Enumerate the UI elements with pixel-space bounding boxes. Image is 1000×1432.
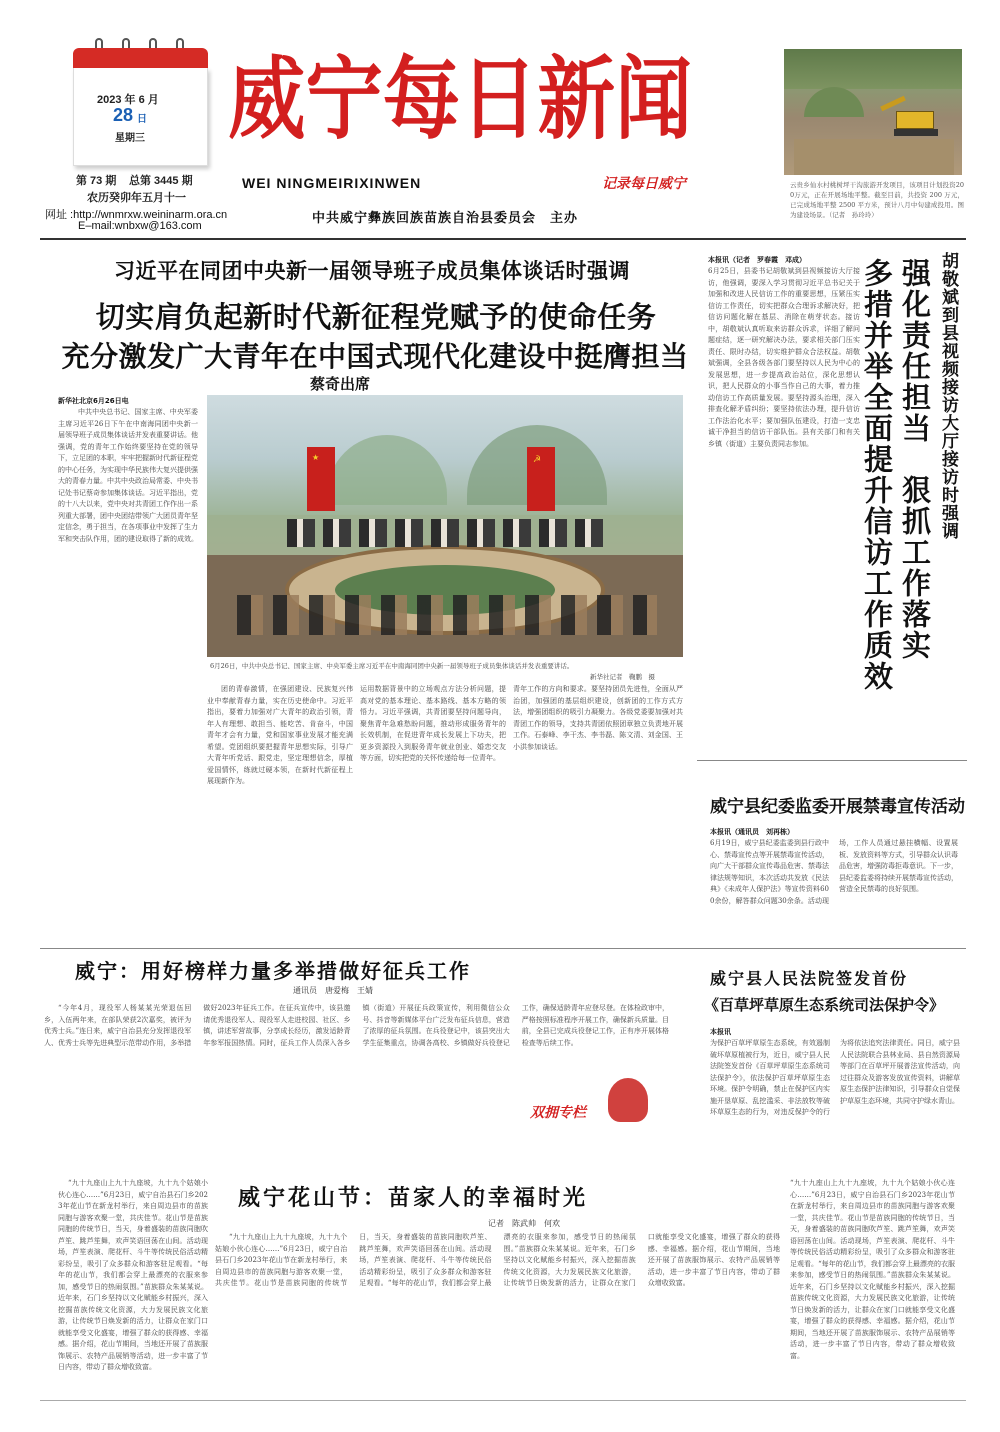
calendar-widget — [73, 38, 208, 166]
lead-column-2: 团的青春激情，在强团建设、民族复兴伟业中奉献青春力量，实在历史使命中。习近平指出，要着力加强对广大青年的政治引领，青年人有理想、敢担当、能吃苦、肯奋斗，中国青年才会有力量，党和国家事业发展才能充满希望。党团组织要把握青年思想实际，引导广大青年听党话、跟党走，坚定理想信念，厚植爱国情怀，练就过硬本领，在新时代新征程上展现新作为。 — [207, 685, 353, 785]
soldier-icon — [608, 1078, 648, 1122]
lead-column-3: 运用数据背景中的立场观点方法分析问题，提高对党的基本理论、基本路线、基本方略的领悟力。习近平强调，共青团要坚持问题导向，聚焦青年急难愁盼问题，推动形成服务青年的长效机制，在促进青年成长发展上下功夫，把更多资源投入到服务青年就业创业、婚恋交友等方面，切实把党的关怀传递给每一位青年。 — [360, 685, 506, 762]
newspaper-slogan: 记录每日威宁 — [602, 176, 686, 192]
court-headline-2: 《百草坪草原生态系统司法保护令》 — [704, 996, 945, 1014]
recruit-byline: 通讯员 唐爱梅 王婧 — [293, 986, 373, 995]
calendar-date-line: 2023 年 6 月 — [97, 94, 159, 106]
petition-reporter: 本报讯（记者 罗春霞 邓成） — [708, 255, 806, 264]
lead-headline-2: 切实肩负起新时代新征程党赋予的使命任务 — [95, 300, 657, 334]
drug-reporter: 本报讯（通讯员 刘再栋） — [710, 827, 794, 836]
festival-byline: 记者 陈武帅 何欢 — [488, 1219, 560, 1228]
festival-right-column: “九十九座山上九十九座坡，九十九个姑娘小伙心连心……”6月23日，威宁自治县石门乡2023年花山节在新龙村举行，来自周边县市的苗族同胞与游客欢聚一堂，共庆佳节。花山节是苗族同胞的传统节日，当天，身着盛装的苗族同胞吹芦笙、跳芦笙舞，欢声笑语回荡在山间。活动现场，芦笙表演、爬花杆、斗牛等传统民俗活动精彩纷呈，吸引了众多群众和游客驻足观看。“每年的花山节，我们都会穿上最漂亮的衣服来参加，感受节日的热闹氛围。”苗族群众朱某某说。近年来，石门乡坚持以文化赋能乡村振兴，深入挖掘苗族传统文化资源，大力发展民族文化旅游，让传统节日焕发新的活力，让群众在家门口就能享受文化盛宴，增强了群众的获得感、幸福感。据介绍，花山节期间，当地还开展了苗族服饰展示、农特产品展销等活动，进一步丰富了节日内容，带动了群众增收致富。 — [790, 1179, 955, 1360]
army-support-label: 双拥专栏 — [530, 1105, 586, 1121]
drug-headline: 威宁县纪委监委开展禁毒宣传活动 — [710, 797, 965, 817]
recruit-headline: 威宁：用好榜样力量多举措做好征兵工作 — [75, 959, 471, 983]
drug-body: 6月19日，威宁县纪委监委到县行政中心、禁毒宣传点等开展禁毒宣传活动，向广大干部群众宣传毒品危害、禁毒法律法规等知识，本次活动共发放《民法典》《未成年人保护法》等宣传资料600余份，解答群众问题30余条。活动现场，工作人员通过悬挂横幅、设置展板、发放资料等方式，引导群众认识毒品危害，增强防毒拒毒意识。下一步，县纪委监委将持续开展禁毒宣传活动，营造全民禁毒的良好氛围。 — [710, 839, 958, 905]
meeting-photo-caption: 6月26日，中共中央总书记、国家主席、中央军委主席习近平在中南海同团中央新一届领导班子成员集体谈话并发表重要讲话。 — [210, 662, 574, 670]
lunar-date: 农历癸卯年五月十一 — [87, 192, 186, 204]
meeting-photo-credit: 新华社记者 鞠鹏 摄 — [590, 673, 655, 681]
mid-divider — [40, 948, 966, 949]
total-issue-number: 总第 3445 期 — [129, 175, 193, 187]
lead-column-4: 青年工作的方向和要求。要坚持团员先进性，全面从严治团，加强团的基层组织建设，创新团的工作方式方法，增强团组织的吸引力凝聚力。各级党委要加强对共青团工作的领导，支持共青团依照团章独立负责地开展工作。石泰峰、李干杰、李书磊、陈文清、刘金国、王小洪参加谈话。 — [513, 685, 683, 751]
petition-headline-right: 强化责任担当 狠抓工作落实 — [898, 258, 932, 661]
petition-body: 6月25日，县委书记胡敬斌到县视频接访大厅接访，他强调，要深入学习贯彻习近平总书记关于加强和改进人民信访工作的重要思想，压紧压实信访工作责任，切实把群众合理诉求解决好，把信访问题化解在基层、消除在萌芽状态。接访中，胡敬斌认真听取来访群众诉求，详细了解问题症结，逐一研究解决办法，要求相关部门压实责任、限时办结，切实维护群众合法权益。胡敬斌强调，全县各级各部门要坚持以人民为中心的发展思想，进一步提高政治站位，深化思想认识，把人民群众的小事当作自己的大事，着力推动信访工作高质量发展。要坚持源头治理，深入排查化解矛盾纠纷；要坚持依法办理，提升信访工作法治化水平；要加强队伍建设，打造一支忠诚干净担当的信访干部队伍。县有关部门和有关乡镇（街道）主要负责同志参加。 — [708, 267, 860, 448]
masthead-divider — [40, 238, 966, 240]
bottom-rule — [40, 1400, 966, 1401]
lead-column-1: 中共中央总书记、国家主席、中央军委主席习近平26日下午在中南海同团中央新一届领导班子成员集体谈话并发表重要讲话。他强调，党的青年工作始终要坚持在党的领导下，立足团的本职，牢牢把握新时代新征程党的中心任务，为实现中华民族伟大复兴提供强大的青春力量。中共中央政治局常委、中央书记处书记蔡奇参加集体谈话。习近平指出，党的十八大以来，党中央对共青团工作作出一系列重大部署，团中央团结带领广大团员青年坚定信念，勇于担当，在各项事业中发挥了生力军和突击队作用，团的建设取得了新的成效。 — [58, 408, 198, 543]
court-headline-1: 威宁县人民法院签发首份 — [710, 969, 909, 988]
calendar-day: 28 — [113, 105, 134, 125]
excavator-icon — [896, 111, 934, 129]
lead-dateline: 新华社北京6月26日电 — [58, 397, 129, 405]
lead-headline-3: 充分激发广大青年在中国式现代化建设中挺膺担当 — [61, 340, 689, 373]
petition-headline-left: 多措并举全面提升信访工作质效 — [860, 258, 894, 692]
court-reporter: 本报讯 — [710, 1027, 731, 1036]
right-col-divider — [697, 760, 967, 761]
meeting-photo: ★ ☭ — [207, 395, 683, 657]
court-body: 为保护百草坪草原生态系统，有效遏制破坏草原植被行为，近日，威宁县人民法院签发首份《百草坪草原生态系统司法保护令》，依法保护百草坪草原生态环境。保护令明确，禁止在保护区内实施开垦草原、乱挖滥采、非法放牧等破坏草原生态的行为，对违反保护令的行为将依法追究法律责任。同日，威宁县人民法院联合县林业局、县自然资源局等部门在百草坪开展普法宣传活动，向过往群众及游客发放宣传资料，讲解草原生态保护法律知识，引导群众自觉保护草原生态环境，共同守护绿水青山。 — [710, 1039, 960, 1116]
issue-number: 第 73 期 — [76, 175, 117, 187]
festival-lead-column: “九十九座山上九十九座坡，九十九个姑娘小伙心连心……”6月23日，威宁自治县石门乡2023年花山节在新龙村举行，来自周边县市的苗族同胞与游客欢聚一堂，共庆佳节。花山节是苗族同胞的传统节日，当天，身着盛装的苗族同胞吹芦笙、跳芦笙舞，欢声笑语回荡在山间。活动现场，芦笙表演、爬花杆、斗牛等传统民俗活动精彩纷呈，吸引了众多群众和游客驻足观看。“每年的花山节，我们都会穿上最漂亮的衣服来参加，感受节日的热闹氛围。”苗族群众朱某某说。近年来，石门乡坚持以文化赋能乡村振兴，深入挖掘苗族传统文化资源，大力发展民族文化旅游，让传统节日焕发新的活力，让群众在家门口就能享受文化盛宴，增强了群众的获得感、幸福感。据介绍，花山节期间，当地还开展了苗族服饰展示、农特产品展销等活动，进一步丰富了节日内容，带动了群众增收致富。 — [58, 1179, 208, 1371]
army-support-tag — [522, 1078, 670, 1136]
construction-photo-caption: 云贵乡仙水村桃树坪干沟旅游开发项目，该项目计划投资200万元，正在开展场地平整。截至目前，共投资 200 万元，已完成场地平整 2500 平方米，预计八月中旬建成投用。图为建设场景。（记者 孙玲玲） — [790, 181, 964, 219]
calendar-day-unit: 日 — [137, 114, 147, 125]
email-link[interactable]: E–mail:wnbxw@163.com — [78, 220, 202, 232]
construction-photo — [784, 49, 962, 175]
recruit-body: “今年4月，现役军人杨某某光荣退伍回乡，入伍两年来，在部队荣获2次嘉奖，被评为优秀士兵。”连日来，威宁自治县充分发挥退役军人、优秀士兵等先进典型示范带动作用，多举措做好2023年征兵工作。在征兵宣传中，该县邀请优秀退役军人、现役军人走进校园、社区、乡镇，讲述军营故事，分享成长经历，激发适龄青年参军报国热情。同时，征兵工作人员深入各乡镇（街道）开展征兵政策宣传，利用微信公众号、抖音等新媒体平台广泛发布征兵信息，营造了浓厚的征兵氛围。在兵役登记中，该县突出大学生征集重点，协调各高校、乡镇做好兵役登记工作，确保适龄青年应登尽登。在体检政审中，严格按照标准程序开展工作，确保新兵质量。目前，全县已完成兵役登记工作，正有序开展体格检查等后续工作。 — [44, 1004, 669, 1047]
newspaper-pinyin: WEI NINGMEIRIXINWEN — [242, 175, 422, 191]
website-link[interactable]: 网址 :http://wnmrxw.weininarm.ora.cn — [45, 209, 228, 221]
petition-kicker: 胡敬斌到县视频接访大厅接访时强调 — [938, 252, 958, 540]
lead-headline-1: 习近平在同团中央新一届领导班子成员集体谈话时强调 — [114, 259, 630, 283]
calendar-header-bar — [73, 48, 208, 68]
calendar-weekday: 星期三 — [115, 133, 145, 144]
newspaper-sponsor: 中共威宁彝族回族苗族自治县委员会 主办 — [312, 211, 579, 226]
festival-body: “九十九座山上九十九座坡，九十九个姑娘小伙心连心……”6月23日，威宁自治县石门乡2023年花山节在新龙村举行，来自周边县市的苗族同胞与游客欢聚一堂，共庆佳节。花山节是苗族同胞的传统节日，当天，身着盛装的苗族同胞吹芦笙、跳芦笙舞，欢声笑语回荡在山间。活动现场，芦笙表演、爬花杆、斗牛等传统民俗活动精彩纷呈，吸引了众多群众和游客驻足观看。“每年的花山节，我们都会穿上最漂亮的衣服来参加，感受节日的热闹氛围。”苗族群众朱某某说。近年来，石门乡坚持以文化赋能乡村振兴，深入挖掘苗族传统文化资源，大力发展民族文化旅游，让传统节日焕发新的活力，让群众在家门口就能享受文化盛宴，增强了群众的获得感、幸福感。据介绍，花山节期间，当地还开展了苗族服饰展示、农特产品展销等活动，进一步丰富了节日内容，带动了群众增收致富。 — [215, 1233, 780, 1287]
festival-headline: 威宁花山节：苗家人的幸福时光 — [238, 1186, 589, 1211]
newspaper-title: 威宁每日新闻 — [228, 47, 693, 152]
lead-byline: 蔡奇出席 — [310, 375, 371, 393]
